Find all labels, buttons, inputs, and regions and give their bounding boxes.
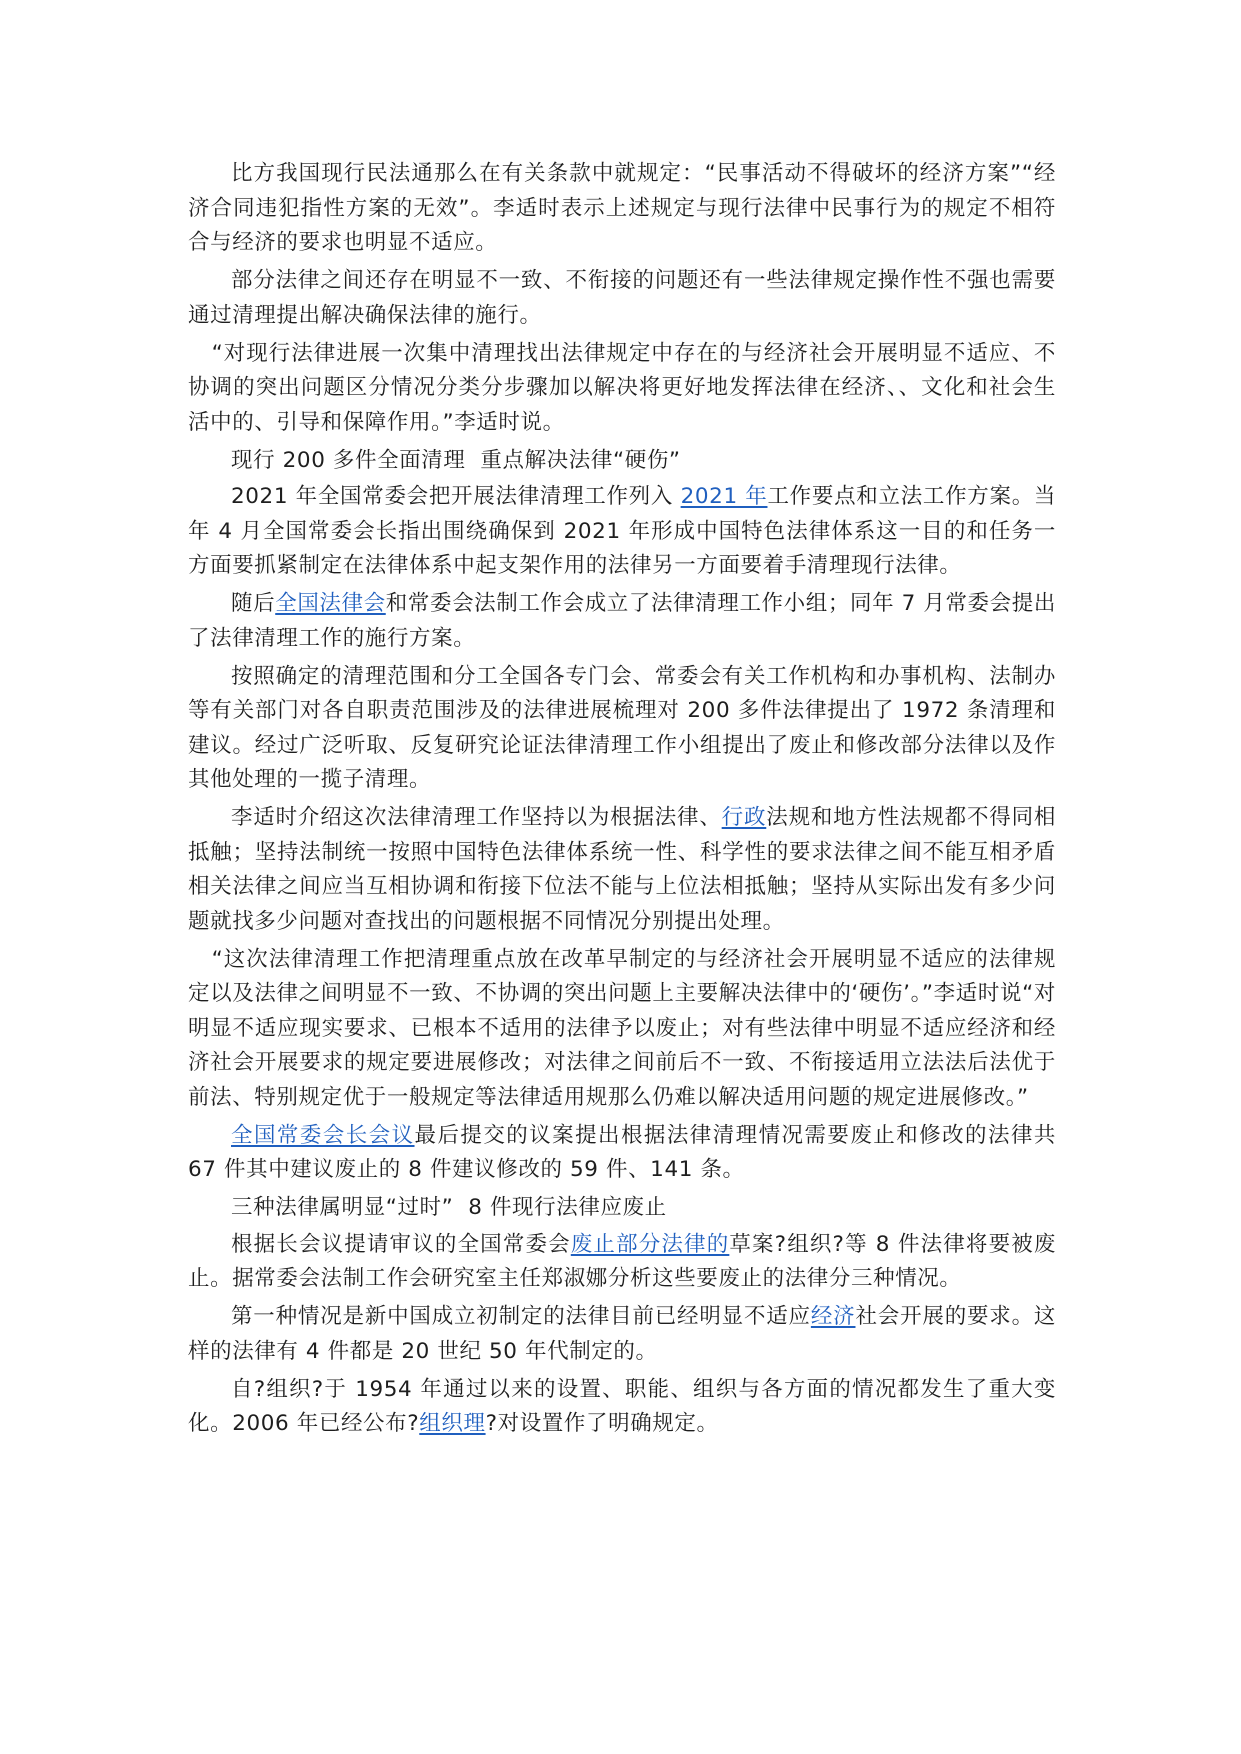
- paragraph-7: [188, 660, 1056, 798]
- heading-text: 现行 200 多件全面清理 重点解决法律“硬伤”: [231, 447, 681, 473]
- link-administrative[interactable]: 行政: [721, 805, 767, 830]
- section-heading-2: [188, 1191, 1056, 1226]
- document-page: [188, 157, 1056, 1445]
- link-2021-year[interactable]: 2021 年: [680, 484, 768, 509]
- section-heading-1: [188, 444, 1056, 479]
- paragraph-2: [188, 264, 1056, 333]
- paragraph-5: [188, 480, 1056, 584]
- heading-text: 三种法律属明显“过时” 8 件现行法律应废止: [231, 1195, 667, 1220]
- paragraph-text: 部分法律之间还存在明显不一致、不衔接的问题还有一些法律规定操作性不强也需要通过清理提出解决确保法律的施行。: [188, 268, 1056, 328]
- link-repeal-laws[interactable]: 废止部分法律的: [570, 1231, 730, 1257]
- paragraph-10: [188, 1119, 1056, 1188]
- paragraph-text: 最后提交的议案提出根据法律清理情况需要废止和修改的法律共 67 件其中建议废止的 8 件建议修改的 59 件、141 条。: [188, 1122, 1056, 1182]
- paragraph-8: [188, 801, 1056, 939]
- paragraph-text: 自?组织?于 1954 年通过以来的设置、职能、组织与各方面的情况都发生了重大变化。2006 年已经公布?: [188, 1376, 1056, 1436]
- paragraph-text: 比方我国现行民法通那么在有关条款中就规定：“民事活动不得破坏的经济方案”“经济合同违犯指性方案的无效”。李适时表示上述规定与现行法律中民事行为的规定不相符合与经济的要求也明显不适应。: [188, 161, 1056, 255]
- link-national-law-committee[interactable]: 全国法律会: [275, 591, 386, 616]
- paragraph-text: 社会开展的要求。这样的法律有 4 件都是 20 世纪 50 年代制定的。: [188, 1304, 1057, 1364]
- paragraph-9: [188, 943, 1056, 1116]
- paragraph-text: 根据长会议提请审议的全国常委会: [231, 1231, 571, 1257]
- paragraph-6: [188, 587, 1056, 656]
- paragraph-text: “这次法律清理工作把清理重点放在改革早制定的与经济社会开展明显不适应的法律规定以及法律之间明显不一致、不协调的突出问题上主要解决法律中的‘硬伤’。”李适时说“对明显不适应现实要求、已根本不适用的法律予以废止；对有些法律中明显不适应经济和经济社会开展要求的规定要进展修改；对法律之间前后不一致、不衔接适用立法法后法优于前法、特别规定优于一般规定等法律适用规那么仍难以解决适用问题的规定进展修改。”: [188, 946, 1056, 1110]
- paragraph-text: 2021 年全国常委会把开展法律清理工作列入: [231, 484, 681, 509]
- link-organization-law[interactable]: 组织理: [419, 1411, 486, 1436]
- paragraph-text: 随后: [231, 591, 276, 616]
- paragraph-text: 李适时介绍这次法律清理工作坚持以为根据法律、: [231, 805, 722, 830]
- paragraph-text: 和常委会法制工作会成立了法律清理工作小组；同年 7 月常委会提出了法律清理工作的施行方案。: [188, 591, 1056, 651]
- paragraph-12: [188, 1228, 1056, 1297]
- link-economy[interactable]: 经济: [810, 1304, 856, 1329]
- paragraph-text: “对现行法律进展一次集中清理找出法律规定中存在的与经济社会开展明显不适应、不协调的突出问题区分情况分类分步骤加以解决将更好地发挥法律在经济、、文化和社会生活中的、引导和保障作用。”李适时说。: [188, 340, 1056, 435]
- paragraph-text: ?对设置作了明确规定。: [485, 1411, 719, 1436]
- paragraph-text: 按照确定的清理范围和分工全国各专门会、常委会有关工作机构和办事机构、法制办等有关部门对各自职责范围涉及的法律进展梳理对 200 多件法律提出了 1972 条清理和建议。经过广泛听取、反复研究论证法律清理工作小组提出了废止和修改部分法律以及作其他处理的一揽子清理。: [188, 663, 1056, 792]
- paragraph-13: [188, 1300, 1056, 1369]
- link-chairman-meeting[interactable]: 全国常委会长会议: [231, 1122, 415, 1148]
- paragraph-3: [188, 337, 1056, 441]
- paragraph-text: 工作要点和立法工作方案。当年 4 月全国常委会长指出围绕确保到 2021 年形成中国特色法律体系这一目的和任务一方面要抓紧制定在法律体系中起支架作用的法律另一方面要着手清理现行法律。: [188, 484, 1057, 578]
- paragraph-14: [188, 1373, 1056, 1442]
- paragraph-1: [188, 157, 1056, 261]
- paragraph-text: 第一种情况是新中国成立初制定的法律目前已经明显不适应: [231, 1304, 811, 1329]
- paragraph-text: 草案?组织?等 8 件法律将要被废止。据常委会法制工作会研究室主任郑淑娜分析这些要废止的法律分三种情况。: [188, 1231, 1056, 1291]
- paragraph-text: 法规和地方性法规都不得同相抵触；坚持法制统一按照中国特色法律体系统一性、科学性的要求法律之间不能互相矛盾相关法律之间应当互相协调和衔接下位法不能与上位法相抵触；坚持从实际出发有多少问题就找多少问题对查找出的问题根据不同情况分别提出处理。: [188, 805, 1056, 934]
